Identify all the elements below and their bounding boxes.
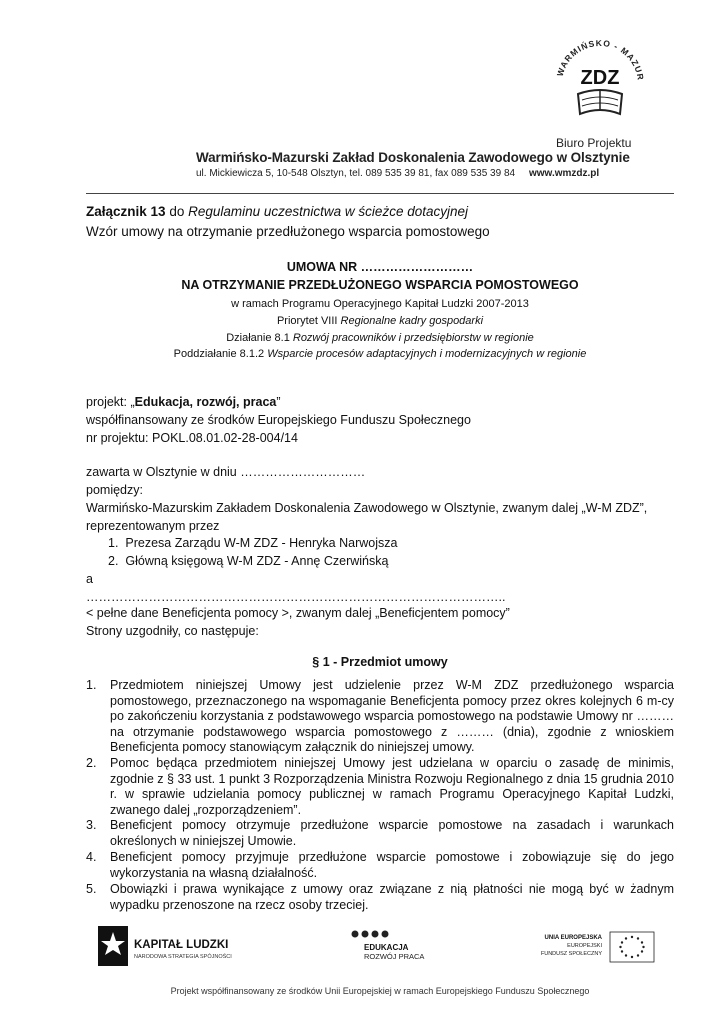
between-line: pomiędzy: xyxy=(86,483,143,497)
institution-address xyxy=(196,168,599,179)
item-text: Pomoc będąca przedmiotem niniejszej Umowy jest udzielana w oparciu o zasadę de minimis, zgodnie z § 33 ust. 1 punkt 3 Rozporządzenia Ministra Rozwoju Regionalnego z dnia 15 grudnia 2010 r. w sprawie udzielania pomocy publicznej w ramach Programu Operacyjnego Kapitał Ludzki, zwanego dalej „rozporządzeniem”. xyxy=(110,756,674,817)
zdz-logo xyxy=(548,22,650,130)
item-text: Beneficjent pomocy otrzymuje przedłużone wsparcie pomostowe na zasadach i warunkach określonych w niniejszej Umowie. xyxy=(110,818,674,848)
address-text: ul. Mickiewicza 5, 10-548 Olsztyn, tel. 089 535 39 81, fax 089 535 39 84 xyxy=(196,168,516,179)
contract-title: NA OTRZYMANIE PRZEDŁUŻONEGO WSPARCIA POMOSTOWEGO xyxy=(181,278,579,292)
attachment-subtitle: Wzór umowy na otrzymanie przedłużonego wsparcia pomostowego xyxy=(86,224,490,239)
priority-name: Regionalne kadry gospodarki xyxy=(340,315,484,327)
rep-text: Prezesa Zarządu W-M ZDZ - Henryka Narwojsza xyxy=(125,536,398,550)
first-party: Warmińsko-Mazurskim Zakładem Doskonalenia Zawodowego w Olsztynie, zwanym dalej „W-M ZDZ”, xyxy=(86,501,648,515)
kapital-ludzki-logo xyxy=(96,924,246,968)
eu-logo xyxy=(532,930,672,966)
list-item xyxy=(86,818,674,849)
rep-item xyxy=(108,553,388,570)
cofinanced-line: współfinansowany ze środków Europejskiego Funduszu Społecznego xyxy=(86,413,471,427)
list-item xyxy=(86,678,674,756)
edukacja-logo xyxy=(350,928,440,968)
measure-name: Rozwój pracowników i przedsiębiorstw w regionie xyxy=(292,332,534,344)
measure-line xyxy=(86,330,674,347)
represented-line: reprezentowanym przez xyxy=(86,519,220,533)
attachment-of: do xyxy=(169,204,185,219)
project-suffix: ” xyxy=(276,395,281,409)
project-line xyxy=(86,394,281,411)
item-text: Przedmiotem niniejszej Umowy jest udzielenie przez W-M ZDZ przedłużonego wsparcia pomostowego, przeznaczonego na wspomaganie Beneficjenta pomocy przez okres kolejnych 6 m-cy po zakończeniu korzystania z podstawowego wsparcia pomostowego na podstawie Umowy nr ……… na otrzymanie podstawowego wsparcia pomostowego z ……… (dnia), zgodnie z wnioskiem Beneficjenta pomocy stanowiącym załącznik do niniejszej umowy. xyxy=(110,678,674,754)
attachment-regulation: Regulaminu uczestnictwa w ścieżce dotacyjnej xyxy=(188,204,468,219)
project-number: nr projektu: POKL.08.01.02-28-004/14 xyxy=(86,431,298,445)
contract-number: UMOWA NR ……………………… xyxy=(286,260,474,274)
item-number: 3. xyxy=(86,818,97,832)
kl-subtitle: NARODOWA STRATEGIA SPÓJNOŚCI xyxy=(134,954,232,960)
project-prefix: projekt: „ xyxy=(86,395,135,409)
concluded-line: zawarta w Olsztynie w dniu ………………………… xyxy=(86,465,366,479)
ue-subtitle-1: EUROPEJSKI xyxy=(567,943,602,949)
kl-title: KAPITAŁ LUDZKI xyxy=(134,939,229,951)
beneficiary-line: < pełne dane Beneficjenta pomocy >, zwanym dalej „Beneficjentem pomocy” xyxy=(86,606,510,620)
ue-subtitle-2: FUNDUSZ SPOŁECZNY xyxy=(540,951,602,957)
item-text: Obowiązki i prawa wynikające z umowy oraz związane z nią płatności nie mogą być w żadnym wypadku przenoszone na rzecz osoby trzeciej. xyxy=(110,882,674,912)
rep-number: 2. xyxy=(108,554,119,568)
logo-arc-text: WARMIŃSKO - MAZUR xyxy=(554,37,646,82)
submeasure-label: Poddziałanie 8.1.2 xyxy=(173,348,265,360)
item-number: 1. xyxy=(86,678,97,692)
item-text: Beneficjent pomocy przyjmuje przedłużone wsparcie pomostowe i zobowiązuje się do jego wykorzystania na własną działalność. xyxy=(110,850,674,880)
section-heading: § 1 - Przedmiot umowy xyxy=(312,655,448,669)
office-label: Biuro Projektu xyxy=(556,136,632,150)
list-item xyxy=(86,882,674,913)
dots-line: ……………………………………………………………………………………….. xyxy=(86,590,506,604)
rep-text: Główną księgową W-M ZDZ - Annę Czerwińską xyxy=(125,554,389,568)
list-item xyxy=(86,756,674,818)
attachment-label: Załącznik 13 xyxy=(86,204,166,219)
and-line: a xyxy=(86,572,93,586)
measure-label: Działanie 8.1 xyxy=(226,332,290,344)
submeasure-name: Wsparcie procesów adaptacyjnych i modernizacyjnych w regionie xyxy=(267,348,587,360)
logo-mark: ZDZ xyxy=(580,67,620,89)
agreed-line: Strony uzgodniły, co następuje: xyxy=(86,624,259,638)
rep-item xyxy=(108,535,397,552)
header-divider xyxy=(86,193,674,194)
rep-number: 1. xyxy=(108,536,119,550)
institution-name: Warmińsko-Mazurski Zakład Doskonalenia Zawodowego w Olsztynie xyxy=(196,150,630,165)
priority-label: Priorytet VIII xyxy=(276,315,338,327)
program-line: w ramach Programu Operacyjnego Kapitał Ludzki 2007-2013 xyxy=(231,298,529,310)
list-item xyxy=(86,850,674,881)
item-number: 5. xyxy=(86,882,97,896)
ue-title: UNIA EUROPEJSKA xyxy=(544,935,602,941)
submeasure-line xyxy=(86,346,674,363)
item-number: 2. xyxy=(86,756,97,770)
website-link[interactable]: www.wmzdz.pl xyxy=(529,168,600,179)
priority-line xyxy=(86,313,674,330)
footer-note: Projekt współfinansowany ze środków Unii Europejskiej w ramach Europejskiego Funduszu Społecznego xyxy=(170,986,590,996)
ed-subtitle: ROZWÓJ PRACA xyxy=(364,952,425,961)
project-name: Edukacja, rozwój, praca xyxy=(134,395,277,409)
attachment-line xyxy=(86,203,468,220)
ed-title: EDUKACJA xyxy=(364,943,409,952)
item-number: 4. xyxy=(86,850,97,864)
